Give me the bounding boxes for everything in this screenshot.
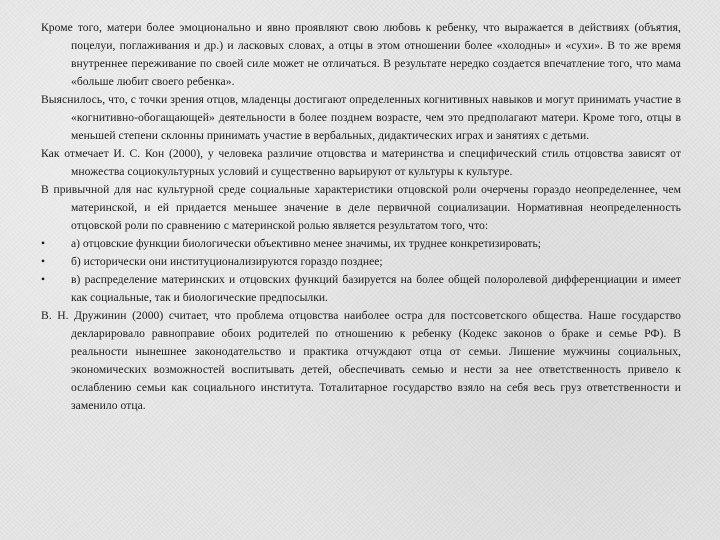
- paragraph-father-role: В привычной для нас культурной среде социальные характеристики отцовской роли очерчены гораздо неопределеннее, чем материнской, и ей придается меньшее значение в деле первичной социализации. Нормативная неопределенность отцовской роли по сравнению с материнской ролью является результатом того, что:: [41, 183, 681, 232]
- slide-text-block: [41, 19, 681, 415]
- bullet-text: а) отцовские функции биологически объективно менее значимы, их труднее конкретизировать;: [71, 237, 541, 250]
- bullet-item: [41, 235, 681, 253]
- bullet-item: [41, 253, 681, 271]
- bullet-icon: •: [41, 255, 46, 268]
- bullet-icon: •: [41, 273, 46, 286]
- paragraph-fathers-cognitive: Выяснилось, что, с точки зрения отцов, младенцы достигают определенных когнитивных навыков и могут принимать участие в «когнитивно-обогащающей» деятельности в более позднем возрасте, чем это предполагают матери. Кроме того, отцы в меньшей степени склонны принимать участие в вербальных, дидактических играх и занятиях с детьми.: [41, 93, 681, 142]
- paragraph-kon-quote: Как отмечает И. С. Кон (2000), у человека различие отцовства и материнства и специфический стиль отцовства зависят от множества социокультурных условий и существенно варьируют от культуры к культуре.: [41, 147, 681, 178]
- paragraph-mothers-emotional: Кроме того, матери более эмоционально и явно проявляют свою любовь к ребенку, что выражается в действиях (объятия, поцелуи, поглаживания и др.) и ласковых словах, а отцы в этом отношении более «холодны» и «сухи». В то же время внутреннее переживание по своей силе может не отличаться. В результате нередко создается впечатление того, что мама «больше любит своего ребенка».: [41, 21, 681, 88]
- bullet-text: б) исторически они институционализируются гораздо позднее;: [71, 255, 383, 268]
- bullet-text: в) распределение материнских и отцовских функций базируется на более общей полоролевой дифференциации и имеет как социальные, так и биологические предпосылки.: [71, 273, 681, 304]
- paragraph-druzhinin: В. Н. Дружинин (2000) считает, что проблема отцовства наиболее остра для постсоветского общества. Наше государство декларировало равноправие обоих родителей по отношению к ребенку (Кодекс законов о браке и семье РФ). В реальности нынешнее законодательство и практика отчуждают отца от семьи. Лишение мужчины социальных, экономических возможностей воспитывать детей, обеспечивать семью и нести за нее ответственность привело к ослаблению семьи как социального института. Тоталитарное государство взяло на себя весь груз ответственности и заменило отца.: [41, 309, 681, 412]
- bullet-item: [41, 271, 681, 307]
- bullet-icon: •: [41, 237, 46, 250]
